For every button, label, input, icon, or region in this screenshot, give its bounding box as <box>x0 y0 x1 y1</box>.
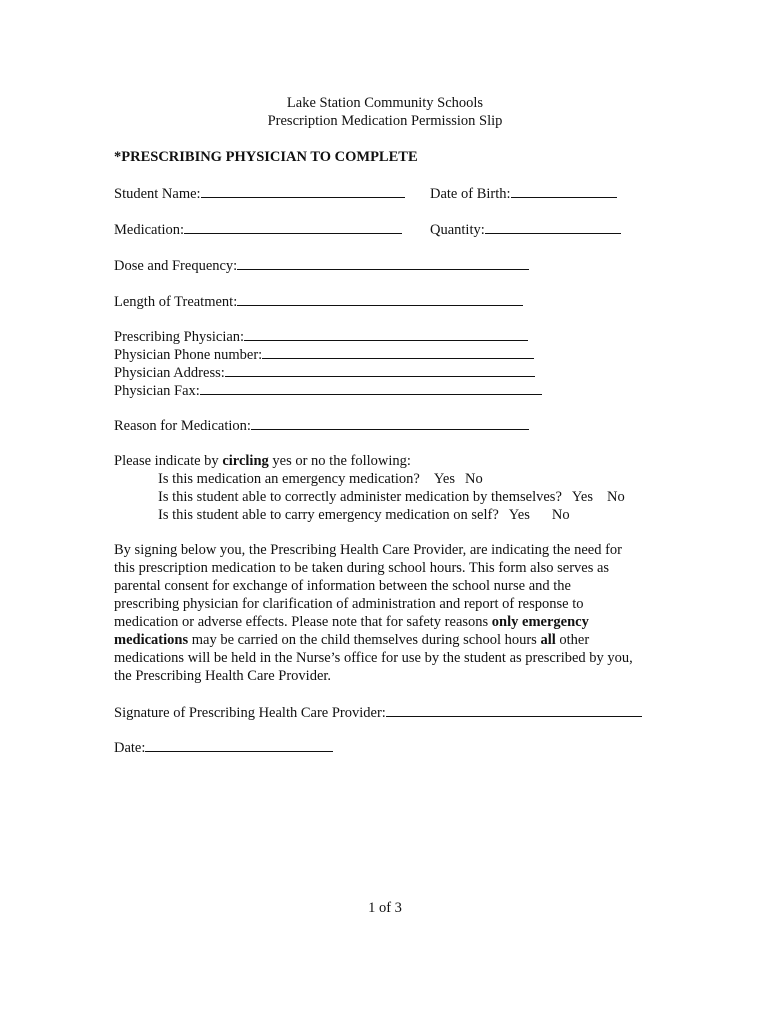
medication-label: Medication: <box>114 222 185 238</box>
question-self-administer-text: Is this student able to correctly administer medication by themselves? <box>158 489 562 505</box>
question-emergency <box>158 470 483 488</box>
quantity-field[interactable] <box>485 220 621 234</box>
question-carry-yes[interactable]: Yes <box>508 507 530 523</box>
dose-row <box>114 256 529 275</box>
signature-row <box>114 703 642 722</box>
school-name: Lake Station Community Schools <box>286 95 484 111</box>
address-field[interactable] <box>225 363 535 377</box>
dob-field[interactable] <box>511 184 617 198</box>
question-carry-no[interactable]: No <box>551 507 570 523</box>
fax-field[interactable] <box>200 381 542 395</box>
student-name-field[interactable] <box>201 184 405 198</box>
quantity-row <box>430 220 621 239</box>
fax-label: Physician Fax: <box>114 383 200 399</box>
treatment-field[interactable] <box>237 292 523 306</box>
question-self-administer-yes[interactable]: Yes <box>571 489 593 505</box>
reason-field[interactable] <box>251 416 529 430</box>
question-self-administer <box>158 488 625 506</box>
signature-label: Signature of Prescribing Health Care Provider: <box>114 705 386 721</box>
question-emergency-text: Is this medication an emergency medication? <box>158 471 420 487</box>
student-name-label: Student Name: <box>114 186 201 202</box>
page-number: 1 of 3 <box>368 900 402 916</box>
question-emergency-no[interactable]: No <box>464 471 483 487</box>
fax-row <box>114 381 542 400</box>
circling-emphasis: circling <box>222 453 269 469</box>
form-title: Prescription Medication Permission Slip <box>267 113 503 129</box>
address-row <box>114 363 535 382</box>
dob-label: Date of Birth: <box>430 186 511 202</box>
physician-label: Prescribing Physician: <box>114 329 245 345</box>
phone-field[interactable] <box>262 345 534 359</box>
reason-row <box>114 416 529 435</box>
question-carry-text: Is this student able to carry emergency medication on self? <box>158 507 499 523</box>
date-field[interactable] <box>145 738 333 752</box>
medication-row <box>114 220 402 239</box>
reason-label: Reason for Medication: <box>114 418 251 434</box>
question-self-administer-no[interactable]: No <box>607 489 625 505</box>
phone-label: Physician Phone number: <box>114 347 263 363</box>
quantity-label: Quantity: <box>430 222 485 238</box>
question-emergency-yes[interactable]: Yes <box>433 471 455 487</box>
phone-row <box>114 345 534 364</box>
date-row <box>114 738 333 757</box>
dob-row <box>430 184 617 203</box>
address-label: Physician Address: <box>114 365 225 381</box>
consent-paragraph: By signing below you, the Prescribing Health Care Provider, are indicating the need for this prescription medication to be taken during school hours. This form also serves as parental consent for exchange of information between the school nurse and the prescribing physician for clarification of administration and report of response to medication or adverse effects. Please note that for safety reasons only emergency medications may be carried on the child themselves during school hours all other medications will be held in the Nurse’s office for use by the student as prescribed by you, the Prescribing Health Care Provider. <box>114 542 633 684</box>
circling-intro: Please indicate by circling yes or no the following: <box>114 453 411 469</box>
student-name-row <box>114 184 405 203</box>
treatment-label: Length of Treatment: <box>114 294 238 310</box>
dose-field[interactable] <box>237 256 529 270</box>
physician-field[interactable] <box>244 327 528 341</box>
medication-field[interactable] <box>184 220 402 234</box>
dose-label: Dose and Frequency: <box>114 258 238 274</box>
date-label: Date: <box>114 740 146 756</box>
section-heading: *PRESCRIBING PHYSICIAN TO COMPLETE <box>114 149 418 165</box>
question-carry <box>158 506 570 524</box>
signature-field[interactable] <box>386 703 642 717</box>
treatment-row <box>114 292 523 311</box>
physician-row <box>114 327 528 346</box>
